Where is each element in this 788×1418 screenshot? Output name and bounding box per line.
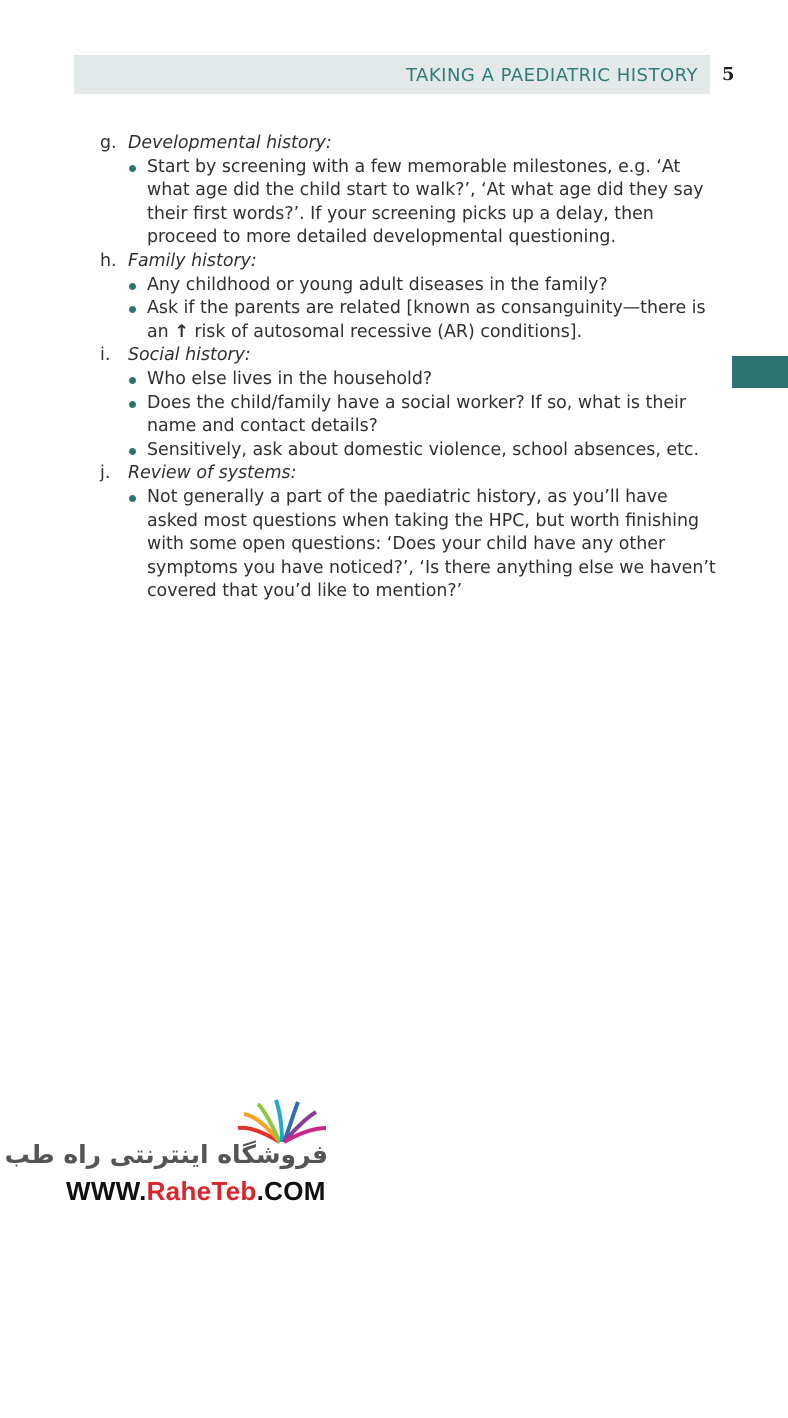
- section-heading: [100, 462, 720, 486]
- bullet-list: [100, 156, 720, 250]
- watermark-persian-text: فروشگاه اینترنتی راه طب: [4, 1140, 328, 1169]
- running-header: [74, 55, 710, 94]
- bullet-list: [100, 274, 720, 345]
- section-review-of-systems: [100, 462, 720, 604]
- list-item: Sensitively, ask about domestic violence, school absences, etc.: [147, 439, 720, 463]
- section-social-history: [100, 344, 720, 462]
- section-title: Family history:: [128, 250, 257, 271]
- url-brand: RaheTeb: [146, 1176, 257, 1206]
- page-number: 5: [722, 64, 735, 85]
- section-letter: i.: [100, 345, 111, 366]
- running-header-title: TAKING A PAEDIATRIC HISTORY: [405, 65, 698, 86]
- watermark-url: [66, 1176, 326, 1207]
- watermark-logo: [4, 1098, 330, 1208]
- section-heading: [100, 132, 720, 156]
- list-item: Does the child/family have a social worker? If so, what is their name and contact details?: [147, 392, 720, 439]
- bullet-list: [100, 368, 720, 462]
- list-item: Not generally a part of the paediatric history, as you’ll have asked most questions when taking the HPC, but worth finishing with some open questions: ‘Does your child have any other symptoms you have noticed?’, ‘Is there anything else we haven’t covered that you’d like to mention?’: [147, 486, 720, 604]
- list-item: Any childhood or young adult diseases in the family?: [147, 274, 720, 298]
- bullet-list: [100, 486, 720, 604]
- section-letter: j.: [100, 463, 111, 484]
- open-book-fan-icon: [236, 1098, 328, 1144]
- url-suffix: .COM: [256, 1176, 326, 1206]
- list-item: Start by screening with a few memorable milestones, e.g. ‘At what age did the child start to walk?’, ‘At what age did they say their first words?’. If your screening picks up a delay, then proceed to more detailed developmental questioning.: [147, 156, 720, 250]
- chapter-thumb-tab: [732, 356, 788, 388]
- section-title: Review of systems:: [128, 463, 297, 484]
- list-item: Who else lives in the household?: [147, 368, 720, 392]
- section-letter: g.: [100, 133, 117, 153]
- url-prefix: WWW.: [66, 1176, 147, 1206]
- up-arrow-icon: ↑: [174, 321, 189, 342]
- section-title: Developmental history:: [128, 133, 332, 153]
- section-heading: [100, 344, 720, 368]
- section-heading: [100, 250, 720, 274]
- list-item-text: Ask if the parents are related [known as consanguinity—there is an: [147, 298, 706, 342]
- list-item-text: risk of autosomal recessive (AR) conditions].: [188, 321, 583, 342]
- section-title: Social history:: [128, 345, 251, 366]
- page-body: [100, 132, 720, 604]
- section-letter: h.: [100, 250, 117, 271]
- list-item: [147, 297, 720, 344]
- section-developmental-history: [100, 132, 720, 250]
- section-family-history: [100, 250, 720, 344]
